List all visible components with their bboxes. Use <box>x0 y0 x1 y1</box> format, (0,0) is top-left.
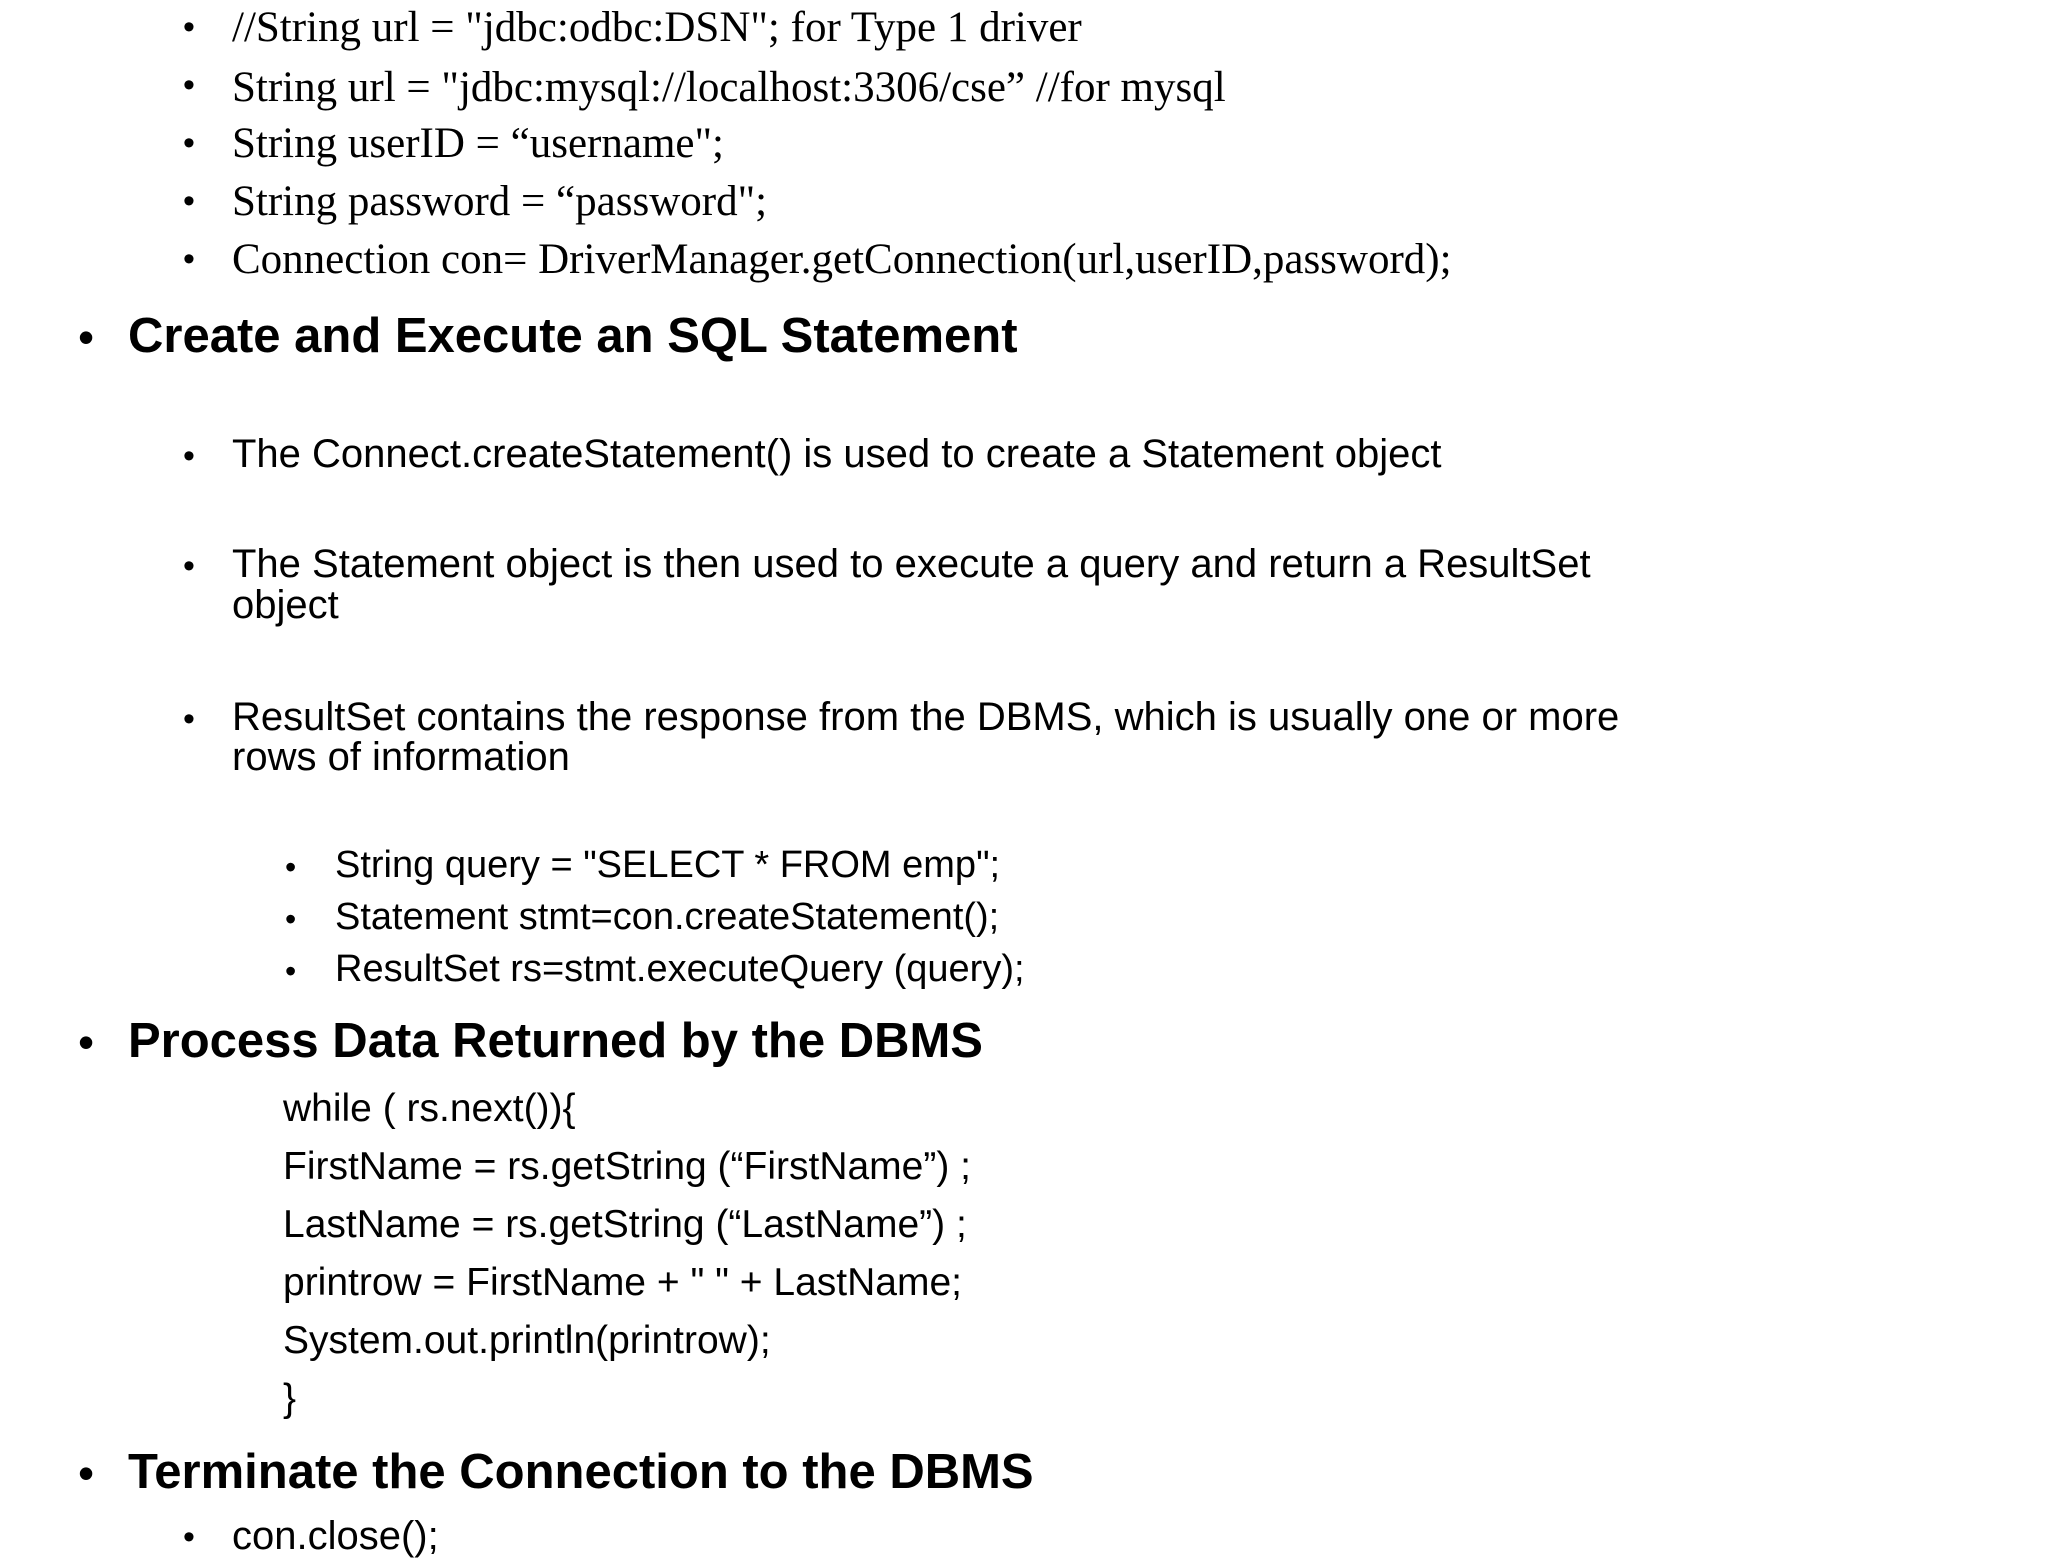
heading-create-execute: Create and Execute an SQL Statement <box>128 309 1018 363</box>
code-line-lastname: LastName = rs.getString (“LastName”) ; <box>283 1203 967 1246</box>
bullet-icon: • <box>285 849 297 885</box>
code-line-url-odbc: //String url = "jdbc:odbc:DSN"; for Type 1 driver <box>232 4 1082 51</box>
code-line-close-brace: } <box>283 1377 297 1420</box>
heading-terminate: Terminate the Connection to the DBMS <box>128 1445 1034 1499</box>
bullet-icon: • <box>285 901 297 937</box>
bullet-icon: • <box>183 547 195 585</box>
point-resultset-cont: rows of information <box>232 735 570 779</box>
code-line-connection: Connection con= DriverManager.getConnection(url,userID,password); <box>232 236 1452 283</box>
code-line-println: System.out.println(printrow); <box>283 1319 771 1362</box>
code-line-printrow: printrow = FirstName + " " + LastName; <box>283 1261 962 1304</box>
point-statement-object: The Statement object is then used to execute a query and return a ResultSet <box>232 542 1591 586</box>
bullet-icon: • <box>183 1518 195 1556</box>
bullet-icon: • <box>78 311 95 363</box>
code-line-userid: String userID = “username"; <box>232 120 724 167</box>
code-line-resultset: ResultSet rs=stmt.executeQuery (query); <box>335 948 1025 990</box>
bullet-icon: • <box>78 1016 95 1068</box>
code-line-statement: Statement stmt=con.createStatement(); <box>335 896 1000 938</box>
point-statement-object-cont: object <box>232 583 339 627</box>
code-line-url-mysql: String url = "jdbc:mysql://localhost:3306/cse” //for mysql <box>232 64 1226 111</box>
point-create-statement: The Connect.createStatement() is used to create a Statement object <box>232 432 1442 476</box>
bullet-icon: • <box>78 1447 95 1499</box>
bullet-icon: • <box>183 66 195 104</box>
heading-process-data: Process Data Returned by the DBMS <box>128 1014 983 1068</box>
code-line-password: String password = “password"; <box>232 178 768 225</box>
bullet-icon: • <box>183 437 195 475</box>
bullet-icon: • <box>183 8 195 46</box>
code-line-firstname: FirstName = rs.getString (“FirstName”) ; <box>283 1145 972 1188</box>
point-resultset: ResultSet contains the response from the DBMS, which is usually one or more <box>232 695 1620 739</box>
code-line-while: while ( rs.next()){ <box>283 1087 576 1130</box>
bullet-icon: • <box>183 240 195 278</box>
bullet-icon: • <box>183 124 195 162</box>
bullet-icon: • <box>183 700 195 738</box>
bullet-icon: • <box>183 182 195 220</box>
code-line-con-close: con.close(); <box>232 1514 439 1558</box>
bullet-icon: • <box>285 953 297 989</box>
code-line-query: String query = "SELECT * FROM emp"; <box>335 844 1001 886</box>
